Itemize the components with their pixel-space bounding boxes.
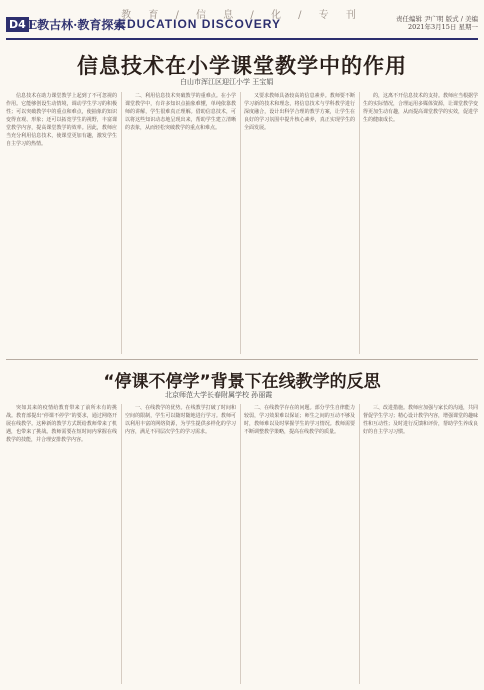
column-divider [121, 92, 122, 354]
article1-column-4-text: 的，这离不开信息技术的支持。教师应当根据学生的实际情况，合理运用多媒体资源，让课堂教学变得更加生动有趣，从而提高课堂教学的实效，促进学生的健康成长。 [363, 93, 478, 123]
article1-column-2 [125, 92, 236, 354]
column-divider [359, 404, 360, 684]
masthead-slogan: 教 育 / 信 息 / 化 / 专 刊 [121, 10, 363, 21]
article2-column-4-text: 三、改进措施。教师应加强与家长的沟通，共同督促学生学习；精心设计教学内容，增强课堂的趣味性和互动性；及时进行反馈和评价，帮助学生养成良好的自主学习习惯。 [363, 405, 478, 435]
column-divider [240, 404, 241, 684]
article1-column-3 [244, 92, 355, 354]
column-title: E教古林·教育探索 [28, 18, 126, 32]
date-line: 2021年3月15日 星期一 [407, 23, 478, 31]
column-divider [121, 404, 122, 684]
article1-column-1 [6, 92, 117, 354]
article2-column-1 [6, 404, 117, 684]
article2-column-2-text: 一、在线教学的优势。在线教学打破了时间和空间的限制，学生可以随时随地进行学习。教师可以利用丰富的网络资源，为学生提供多样化的学习内容，满足不同层次学生的学习需求。 [125, 405, 236, 435]
column-title-english: EDUCATION DISCOVERY [118, 17, 282, 31]
column-divider [359, 92, 360, 354]
column-divider [240, 92, 241, 354]
section-header [6, 16, 478, 40]
article1-column-3-text: 又要求教师具备较高的信息素养。教师要不断学习新的技术和理念，将信息技术与学科教学进行深度融合，设计出科学合理的教学方案，让学生在良好的学习氛围中提升核心素养，真正实现学生的全面发展。 [244, 93, 355, 131]
article1-column-4 [363, 92, 478, 354]
article1-title: 信息技术在小学课堂教学中的作用 [77, 54, 407, 78]
article2-column-1-text: 突如其来的疫情给教育带来了前所未有的挑战。教育部提出“停课不停学”的要求，通过网络开展在线教学。这种新的教学方式既给教师带来了机遇，也带来了挑战。教师需要在短时间内掌握在线教学的技能，并合理安排教学内容。 [6, 405, 117, 443]
article-separator [6, 359, 478, 360]
article2-column-2 [125, 404, 236, 684]
editor-info [396, 15, 478, 31]
article1-column-2-text: 二、利用信息技术突破教学的重难点。在小学课堂教学中，有许多知识点抽象难懂，单纯依靠教师的讲解，学生很难真正理解。借助信息技术，可以将这些知识动态地呈现出来，帮助学生建立清晰的表象，从而轻松突破教学的重点和难点。 [125, 93, 236, 131]
article2-column-3-text: 二、在线教学存在的问题。部分学生自律能力较弱，学习效果难以保证；师生之间的互动不够及时，教师难以及时掌握学生的学习情况。教师需要不断调整教学策略，提高在线教学的质量。 [244, 405, 355, 435]
article2-column-3 [244, 404, 355, 684]
article2-byline: 北京师范大学长春附属学校 孙丽霞 [165, 391, 273, 399]
article1-byline: 白山市浑江区迎江小学 王宝娟 [180, 78, 274, 86]
article1-column-1-text: 信息技术在助力课堂教学上起到了不可忽视的作用。它能够创设生动情境，调动学生学习的积极性；可以突破教学中的重点和难点，使抽象的知识变得直观、形象；还可以拓宽学生的视野，丰富课堂教学内容，提高课堂教学的效率。因此，教师应当充分利用信息技术，使课堂更加有趣，激发学生自主学习的热情。 [6, 93, 117, 147]
header-rule [6, 38, 478, 40]
article2-column-4 [363, 404, 478, 684]
editor-line: 责任编辑 尹广明 版式 / 美编 [396, 15, 478, 23]
article2-title: “停课不停学”背景下在线教学的反思 [103, 372, 381, 392]
section-code-badge: D4 [6, 17, 29, 32]
